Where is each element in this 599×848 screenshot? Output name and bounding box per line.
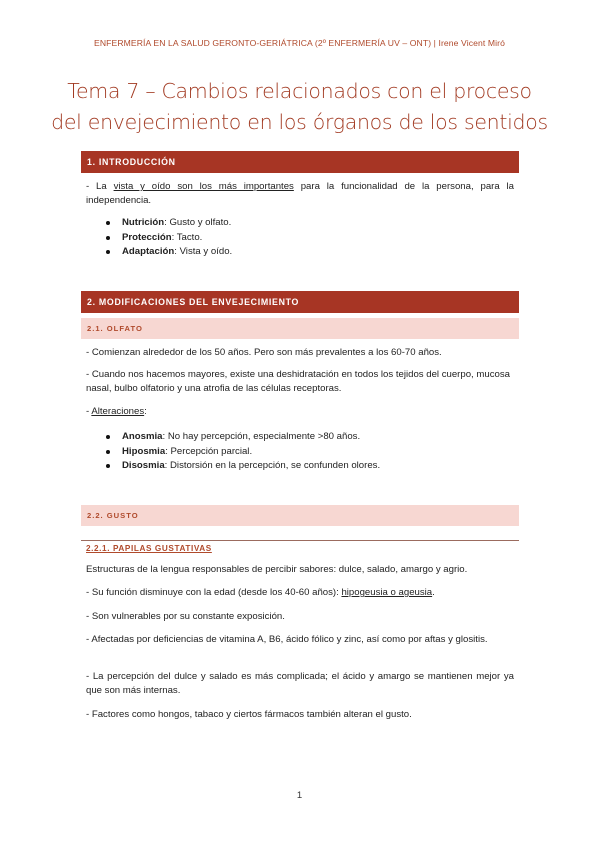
intro-text-pre: - La: [86, 181, 114, 192]
gusto-paragraph-2: [86, 586, 514, 600]
subsubsection-heading-papilas: 2.2.1. PAPILAS GUSTATIVAS: [86, 544, 212, 553]
list-item-text: : Vista y oído.: [174, 246, 233, 257]
page-header: ENFERMERÍA EN LA SALUD GERONTO-GERIÁTRICA (2º ENFERMERÍA UV – ONT) | Irene Vicent Miró: [94, 38, 505, 48]
olfato-paragraph-2: - Cuando nos hacemos mayores, existe una deshidratación en todos los tejidos del cuerpo, mucosa nasal, bulbo olfatorio y una atrofia de las células receptoras.: [86, 369, 510, 394]
gusto-paragraph-1: Estructuras de la lengua responsables de percibir sabores: dulce, salado, amargo y agrio.: [86, 564, 468, 575]
list-item-term: Adaptación: [122, 246, 175, 257]
section-heading-introduccion: 1. INTRODUCCIÓN: [81, 151, 519, 173]
list-item: [106, 231, 232, 246]
intro-text-post: para la funcionalidad de la persona, para la independencia.: [86, 181, 515, 206]
olfato-bullet-list: [106, 430, 380, 474]
gusto-p2-post: .: [432, 587, 435, 598]
gusto-paragraph-5: - La percepción del dulce y salado es más complicada; el ácido y amargo se mantienen mejor ya que son más internas.: [86, 671, 514, 696]
olfato-paragraph-1: - Comienzan alrededor de los 50 años. Pero son más prevalentes a los 60-70 años.: [86, 347, 442, 358]
list-item-term: Disosmia: [122, 460, 165, 471]
list-item-term: Anosmia: [122, 431, 163, 442]
alteraciones-text: Alteraciones: [91, 406, 145, 417]
intro-text-underlined: vista y oído son los más importantes: [113, 181, 294, 192]
subsection-divider: [81, 540, 519, 541]
subsection-heading-olfato: 2.1. OLFATO: [81, 318, 519, 339]
section-heading-modificaciones: 2. MODIFICACIONES DEL ENVEJECIMIENTO: [81, 291, 519, 313]
alteraciones-colon: :: [144, 406, 147, 417]
alteraciones-dash: -: [86, 406, 92, 417]
list-item: [106, 245, 232, 260]
list-item-text: : No hay percepción, especialmente >80 años.: [162, 431, 361, 442]
alteraciones-label: [86, 405, 514, 419]
list-item: [106, 445, 380, 460]
page-number: 1: [296, 790, 303, 801]
gusto-paragraph-4: - Afectadas por deficiencias de vitamina A, B6, ácido fólico y zinc, así como por aftas y glositis.: [86, 634, 488, 645]
gusto-paragraph-6: - Factores como hongos, tabaco y ciertos fármacos también alteran el gusto.: [86, 709, 412, 720]
list-item-text: : Distorsión en la percepción, se confunden olores.: [164, 460, 381, 471]
intro-bullet-list: [106, 216, 232, 260]
list-item-term: Hiposmia: [122, 445, 166, 457]
intro-paragraph: [86, 180, 514, 207]
page-title: [40, 76, 559, 138]
subsection-heading-gusto: 2.2. GUSTO: [81, 505, 519, 526]
gusto-paragraph-3: - Son vulnerables por su constante exposición.: [86, 611, 285, 622]
list-item-text: : Gusto y olfato.: [164, 217, 232, 228]
list-item: [106, 459, 380, 474]
list-item: [106, 216, 232, 231]
title-line-2: del envejecimiento en los órganos de los sentidos: [51, 110, 548, 134]
list-item-term: Nutrición: [122, 217, 165, 228]
title-line-1: Tema 7 – Cambios relacionados con el proceso: [67, 79, 532, 103]
gusto-p2-underlined: hipogeusia o ageusia: [341, 587, 433, 598]
gusto-p2-pre: - Su función disminuye con la edad (desde los 40-60 años):: [86, 587, 342, 598]
list-item: [106, 430, 380, 445]
list-item-text: : Tacto.: [171, 231, 203, 243]
list-item-text: : Percepción parcial.: [165, 445, 253, 457]
list-item-term: Protección: [122, 231, 172, 243]
